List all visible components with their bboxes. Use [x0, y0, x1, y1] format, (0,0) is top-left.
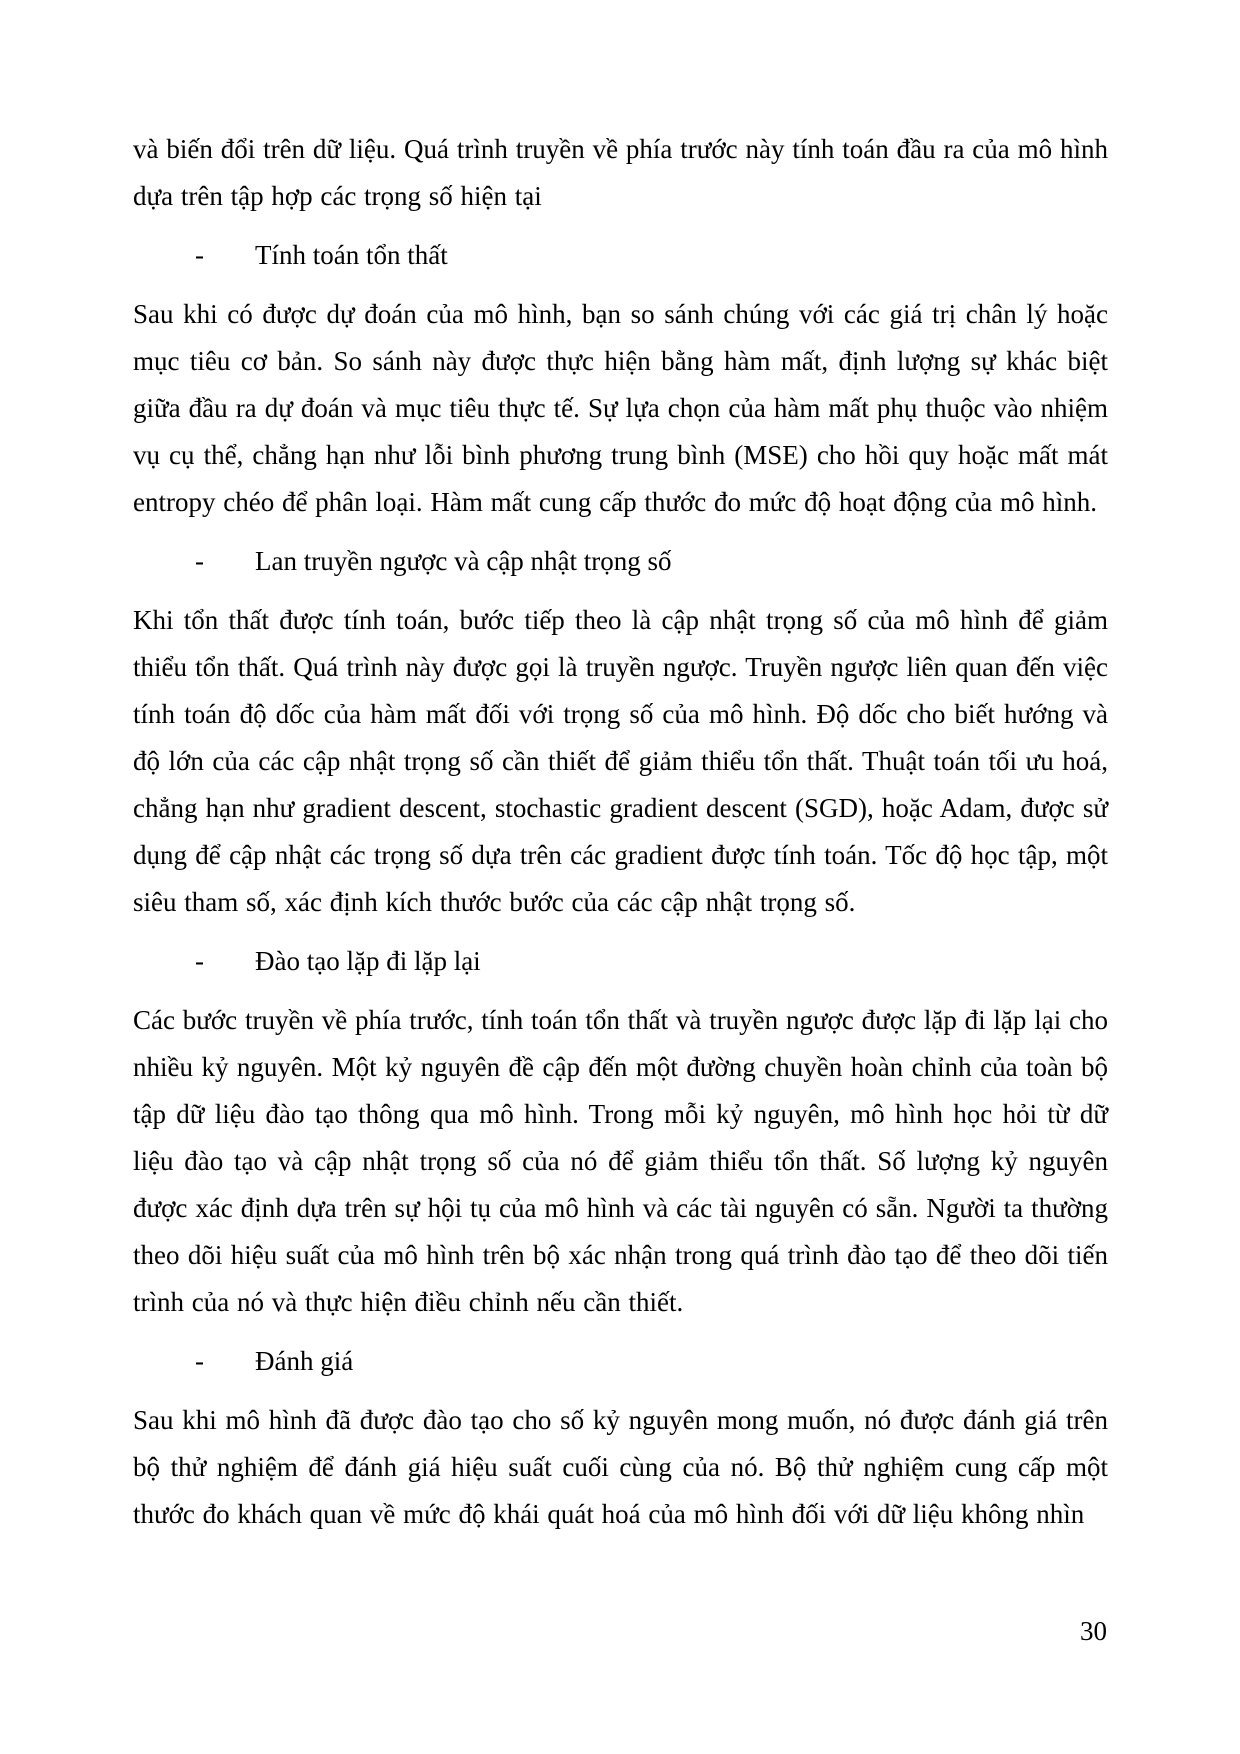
bullet-dash-icon: - — [195, 1346, 204, 1376]
page-body — [133, 126, 1108, 1550]
bullet-label: Đánh giá — [255, 1346, 354, 1376]
bullet-dash-icon: - — [195, 546, 204, 576]
bullet-dash-icon: - — [195, 240, 204, 270]
bullet-item-iterative-training — [133, 938, 1108, 985]
bullet-item-backpropagation — [133, 538, 1108, 585]
bullet-dash-icon: - — [195, 946, 204, 976]
bullet-item-evaluation — [133, 1338, 1108, 1385]
bullet-label: Đào tạo lặp đi lặp lại — [255, 946, 481, 976]
paragraph-weight-update: Khi tổn thất được tính toán, bước tiếp theo là cập nhật trọng số của mô hình để giảm thiểu tổn thất. Quá trình này được gọi là truyền ngược. Truyền ngược liên quan đến việc tính toán độ dốc của hàm mất đối với trọng số của mô hình. Độ dốc cho biết hướng và độ lớn của các cập nhật trọng số cần thiết để giảm thiểu tổn thất. Thuật toán tối ưu hoá, chẳng hạn như gradient descent, stochastic gradient descent (SGD), hoặc Adam, được sử dụng để cập nhật các trọng số dựa trên các gradient được tính toán. Tốc độ học tập, một siêu tham số, xác định kích thước bước của các cập nhật trọng số. — [133, 605, 1108, 917]
bullet-label: Tính toán tổn thất — [255, 240, 448, 270]
page-number: 30 — [1080, 1616, 1107, 1646]
paragraph-forward-pass: và biến đổi trên dữ liệu. Quá trình truyền về phía trước này tính toán đầu ra của mô hình dựa trên tập hợp các trọng số hiện tại — [133, 134, 1108, 211]
bullet-label: Lan truyền ngược và cập nhật trọng số — [255, 546, 672, 576]
paragraph-test-set: Sau khi mô hình đã được đào tạo cho số kỷ nguyên mong muốn, nó được đánh giá trên bộ thử nghiệm để đánh giá hiệu suất cuối cùng của nó. Bộ thử nghiệm cung cấp một thước đo khách quan về mức độ khái quát hoá của mô hình đối với dữ liệu không nhìn — [133, 1405, 1108, 1529]
paragraph-epochs: Các bước truyền về phía trước, tính toán tổn thất và truyền ngược được lặp đi lặp lại cho nhiều kỷ nguyên. Một kỷ nguyên đề cập đến một đường chuyền hoàn chỉnh của toàn bộ tập dữ liệu đào tạo thông qua mô hình. Trong mỗi kỷ nguyên, mô hình học hỏi từ dữ liệu đào tạo và cập nhật trọng số của nó để giảm thiểu tổn thất. Số lượng kỷ nguyên được xác định dựa trên sự hội tụ của mô hình và các tài nguyên có sẵn. Người ta thường theo dõi hiệu suất của mô hình trên bộ xác nhận trong quá trình đào tạo để theo dõi tiến trình của nó và thực hiện điều chỉnh nếu cần thiết. — [133, 1005, 1108, 1317]
bullet-item-loss-calculation — [133, 232, 1108, 279]
paragraph-loss-function: Sau khi có được dự đoán của mô hình, bạn so sánh chúng với các giá trị chân lý hoặc mục tiêu cơ bản. So sánh này được thực hiện bằng hàm mất, định lượng sự khác biệt giữa đầu ra dự đoán và mục tiêu thực tế. Sự lựa chọn của hàm mất phụ thuộc vào nhiệm vụ cụ thể, chẳng hạn như lỗi bình phương trung bình (MSE) cho hồi quy hoặc mất mát entropy chéo để phân loại. Hàm mất cung cấp thước đo mức độ hoạt động của mô hình. — [133, 299, 1108, 517]
